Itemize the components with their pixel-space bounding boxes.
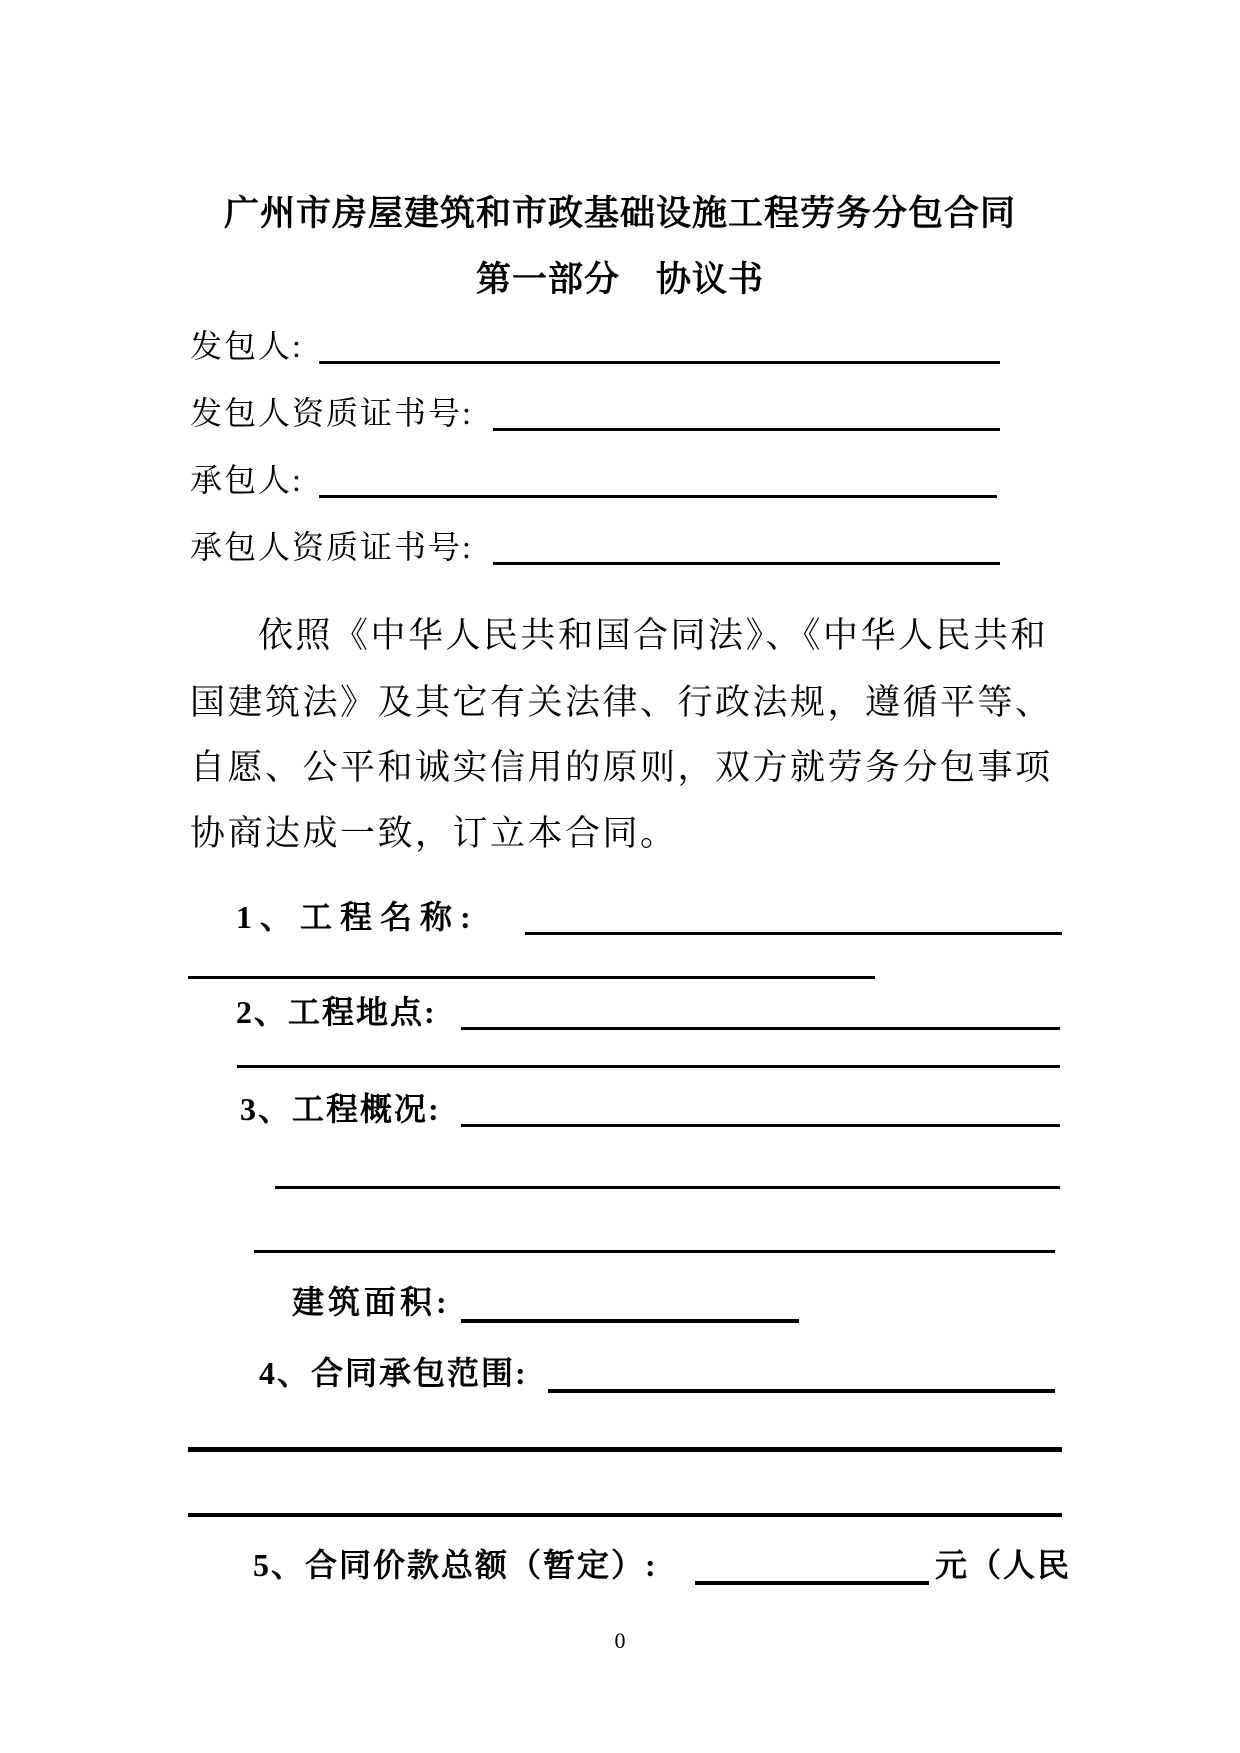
item-3-project-overview-label: 3、工程概况: <box>240 1091 441 1127</box>
preamble-line: 自愿、公平和诚实信用的原则，双方就劳务分包事项 <box>190 748 1053 787</box>
building-area-label: 建筑面积: <box>292 1284 451 1320</box>
item-4-contract-scope-label: 4、合同承包范围: <box>259 1355 528 1391</box>
employer-cert-no-label: 发包人资质证书号: <box>190 395 473 431</box>
project-location-blank-line[interactable] <box>461 1027 1060 1030</box>
contractor-cert-no-blank-line[interactable] <box>493 562 1000 565</box>
item-1-project-name-label: 1、工程名称: <box>236 899 479 935</box>
contract-price-blank-line[interactable] <box>695 1581 929 1585</box>
employer-blank-line[interactable] <box>319 361 1000 364</box>
preamble-line: 国建筑法》及其它有关法律、行政法规，遵循平等、 <box>190 683 1053 722</box>
project-overview-blank-line-2[interactable] <box>275 1186 1060 1189</box>
contractor-blank-line[interactable] <box>319 495 997 498</box>
page-number: 0 <box>614 1628 626 1653</box>
contractor-cert-no-label: 承包人资质证书号: <box>190 529 473 565</box>
building-area-blank-line[interactable] <box>461 1319 799 1323</box>
preamble-line: 协商达成一致，订立本合同。 <box>190 814 678 853</box>
contractor-label: 承包人: <box>190 462 303 498</box>
project-location-blank-line-2[interactable] <box>237 1065 1060 1068</box>
yuan-renminbi-suffix: 元（人民 <box>935 1547 1072 1583</box>
contract-scope-blank-line-2[interactable] <box>188 1447 1062 1452</box>
project-name-blank-line-2[interactable] <box>188 976 875 979</box>
project-overview-blank-line[interactable] <box>461 1124 1060 1127</box>
item-2-project-location-label: 2、工程地点: <box>236 994 437 1030</box>
contract-scope-blank-line[interactable] <box>548 1389 1055 1393</box>
part-heading: 第一部分 协议书 <box>475 260 764 299</box>
project-overview-blank-line-3[interactable] <box>254 1250 1055 1253</box>
preamble-line: 依照《中华人民共和国合同法》、《中华人民共和 <box>258 616 1049 655</box>
employer-label: 发包人: <box>190 328 303 364</box>
contract-scope-blank-line-3[interactable] <box>188 1513 1062 1517</box>
document-title: 广州市房屋建筑和市政基础设施工程劳务分包合同 <box>223 194 1016 233</box>
item-5-contract-price-label: 5、合同价款总额（暂定）: <box>253 1547 658 1583</box>
project-name-blank-line[interactable] <box>525 932 1062 935</box>
employer-cert-no-blank-line[interactable] <box>493 428 1000 431</box>
